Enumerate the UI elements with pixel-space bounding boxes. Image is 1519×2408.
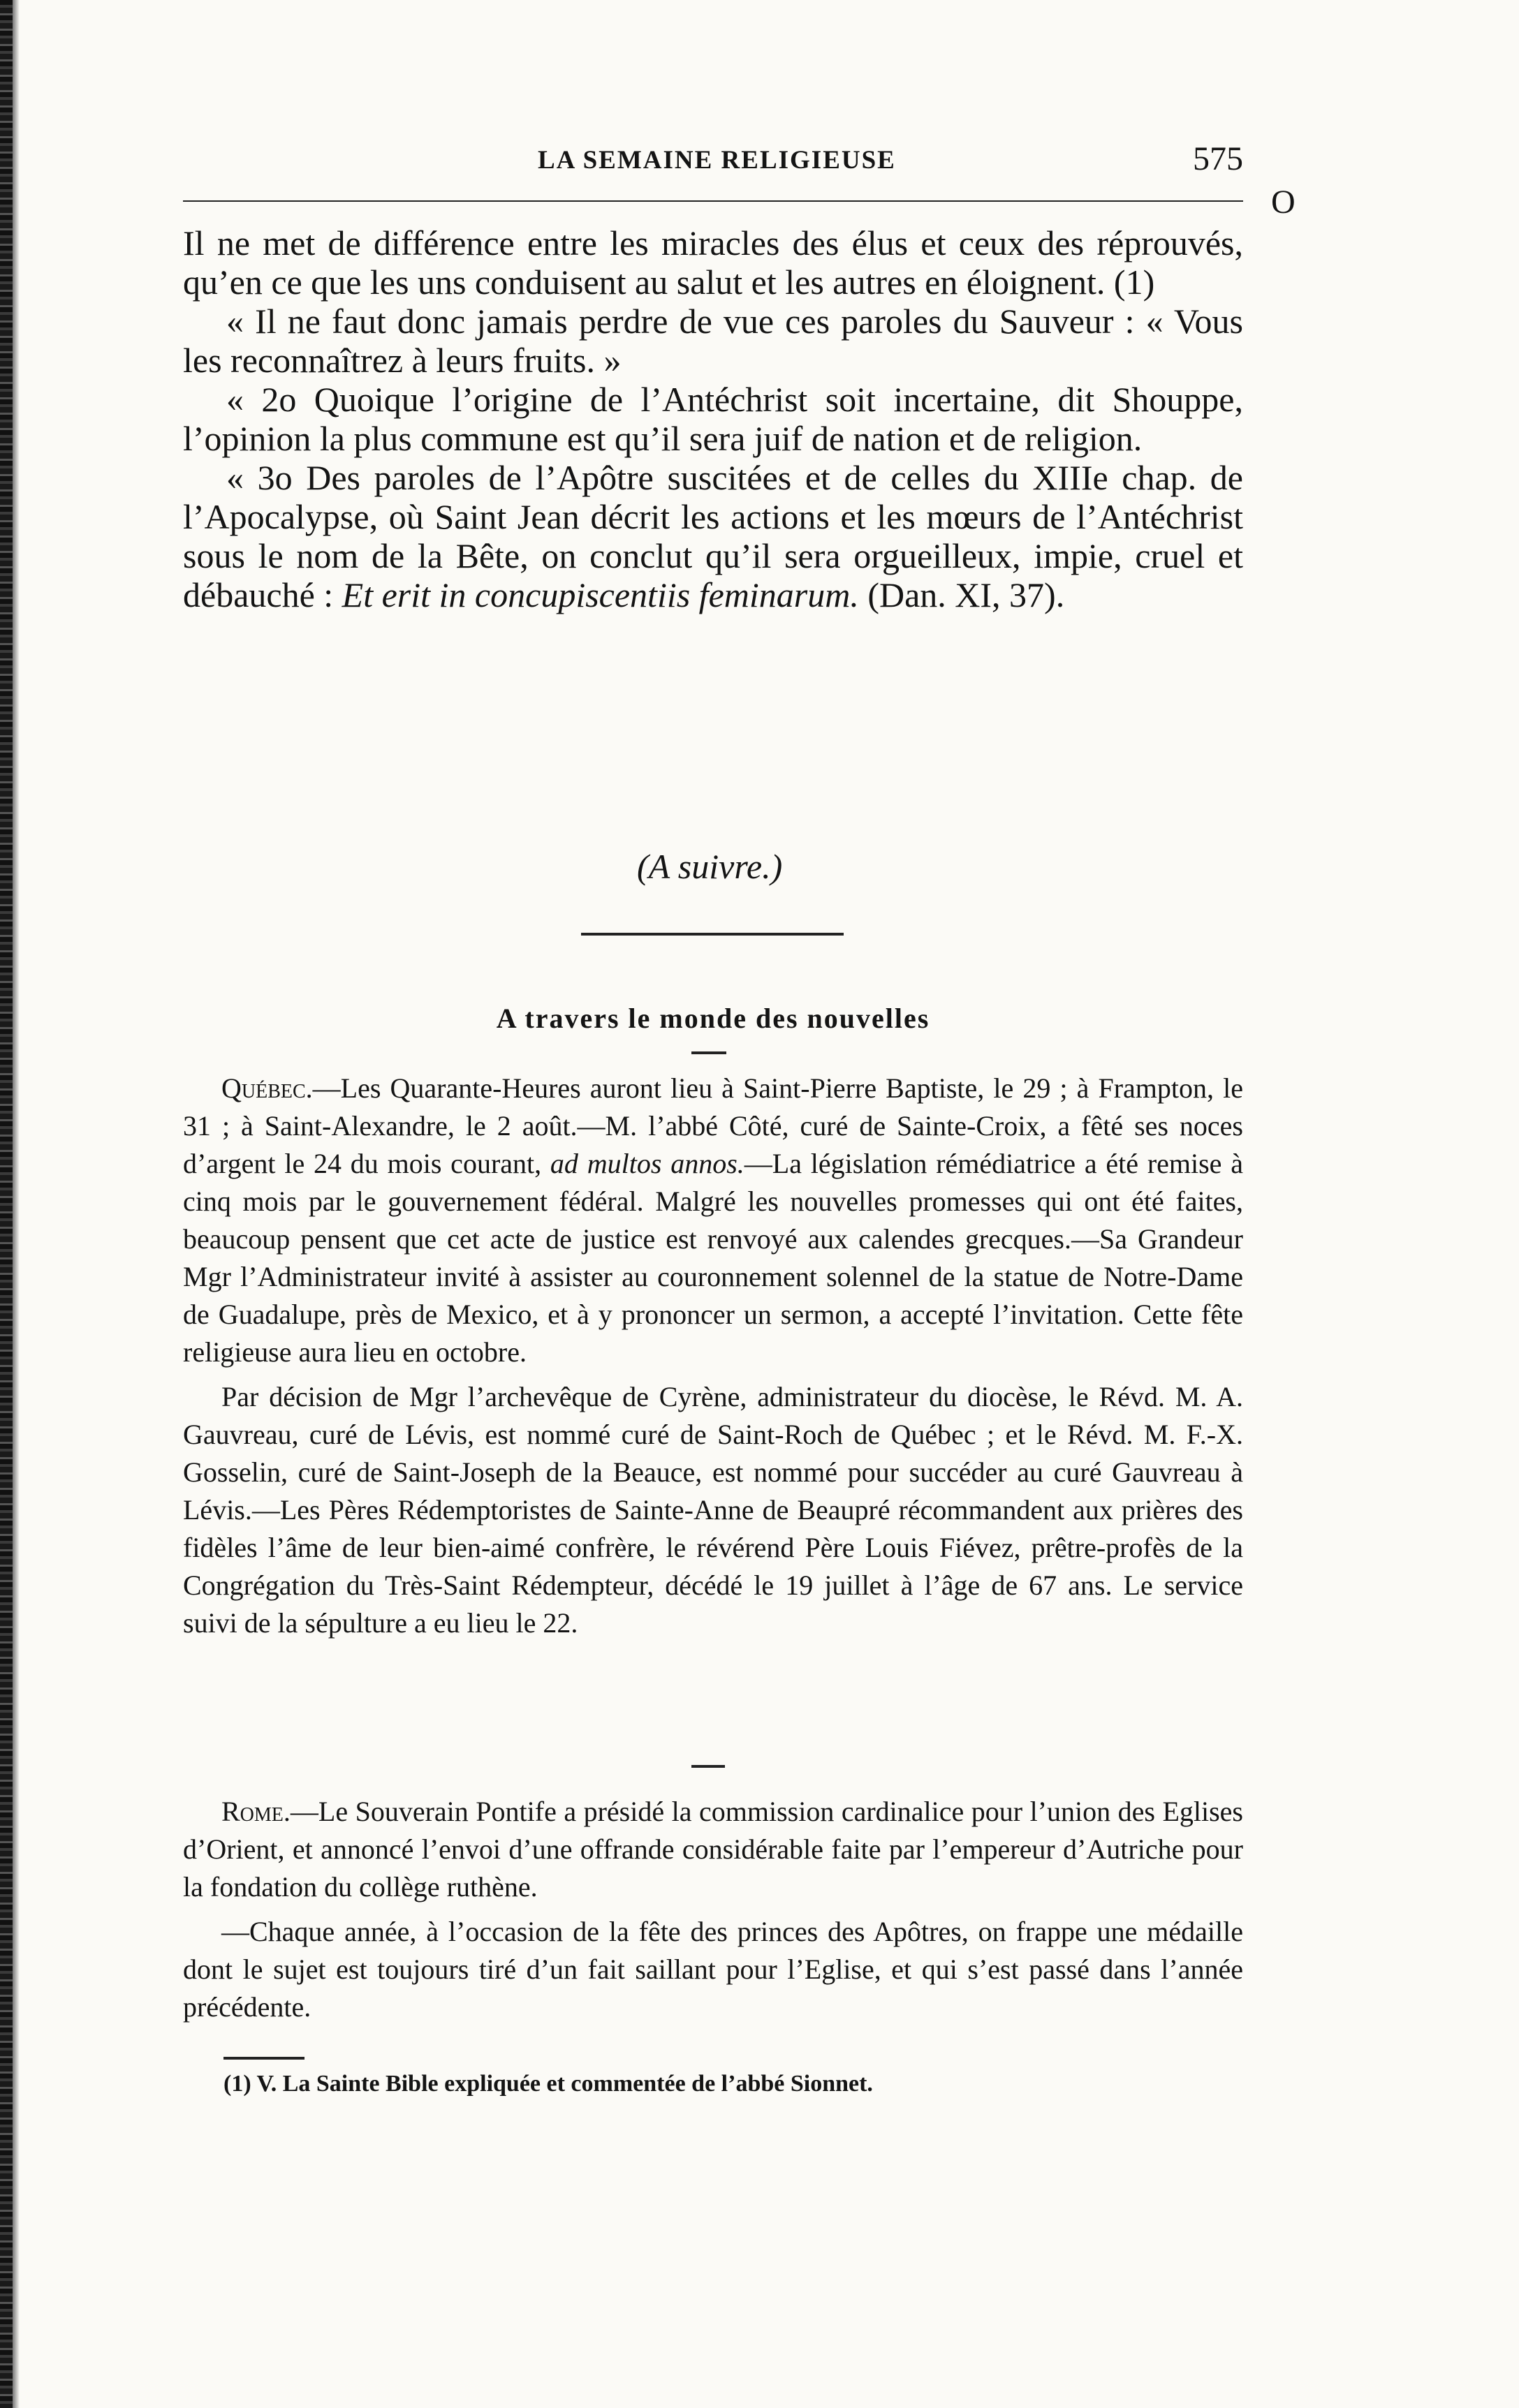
quebec-paragraph-2: Par décision de Mgr l’archevêque de Cyrène, administrateur du diocèse, le Révd. M. A. Gauvreau, curé de Lévis, est nommé curé de Saint-Roch de Québec ; et le Révd. M. F.-X. Gosselin, curé de Saint-Joseph de la Beauce, est nommé pour succéder au curé Gauvreau à Lévis.—Les Pères Rédemptoristes de Sainte-Anne de Beaupré récommandent aux prières des fidèles l’âme de leur bien-aimé confrère, le révérend Père Louis Fiévez, prêtre-profès de la Congrégation du Très-Saint Rédempteur, décédé le 19 juillet à l’âge de 67 ans. Le service suivi de la sépulture a eu lieu le 22. bbox=[183, 1381, 1243, 1639]
rome-paragraph-1 bbox=[183, 1793, 1243, 1906]
news-dash bbox=[691, 1765, 725, 1768]
apocalypse-text: « 3o Des paroles de l’Apôtre suscitées et de celles du XIIIe chap. de l’Apocalypse, où Saint Jean décrit les actions et les mœurs de l’Antéchrist sous le nom de la Bête, on conclut qu’il sera orgueilleux, impie, cruel et débauché : bbox=[183, 458, 1243, 614]
page-number: 575 bbox=[1193, 140, 1243, 177]
paragraph-miracles: Il ne met de différence entre les miracles des élus et ceux des réprouvés, qu’en ce que les uns conduisent au salut et les autres en éloignent. (1) bbox=[183, 223, 1243, 302]
quebec-text-1: —Les Quarante-Heures auront lieu à Saint-Pierre Baptiste, le 29 ; à Frampton, le 31 ; à Saint-Alexandre, le 2 août.—M. l’abbé Côté, curé de Sainte-Croix, a fêté ses noces d’argent le 24 du mois courant, bbox=[183, 1072, 1243, 1179]
latin-quote: Et erit in concupiscentiis feminarum. bbox=[342, 575, 859, 614]
continued-article bbox=[183, 223, 1243, 614]
rome-label: Rome. bbox=[221, 1796, 291, 1827]
section-heading: A travers le monde des nouvelles bbox=[496, 1003, 930, 1034]
quebec-latin: ad multos annos. bbox=[550, 1148, 744, 1179]
journal-title: LA SEMAINE RELIGIEUSE bbox=[538, 146, 896, 175]
paragraph-apocalypse bbox=[183, 458, 1243, 614]
rome-paragraph-2: —Chaque année, à l’occasion de la fête des princes des Apôtres, on frappe une médaille dont le sujet est toujours tiré d’un fait saillant pour l’Eglise, et qui s’est passé dans l’année précédente. bbox=[183, 1916, 1243, 2023]
header-rule bbox=[183, 200, 1243, 202]
footnote: (1) V. La Sainte Bible expliquée et commentée de l’abbé Sionnet. bbox=[223, 2071, 873, 2097]
running-header bbox=[538, 140, 1243, 189]
news-quebec bbox=[183, 1070, 1243, 1642]
paragraph-origine: « 2o Quoique l’origine de l’Antéchrist soit incertaine, dit Shouppe, l’opinion la plus commune est qu’il sera juif de nation et de religion. bbox=[183, 380, 1243, 458]
quebec-text-2: —La législation rémédiatrice a été remise à cinq mois par le gouvernement fédéral. Malgré les nouvelles promesses qui ont été faites, beaucoup pensent que cet acte de justice est renvoyé aux calendes grecques.—Sa Grandeur Mgr l’Administrateur invité à assister au couronnement solennel de la statue de Notre-Dame de Guadalupe, près de Mexico, et à y prononcer un sermon, a accepté l’invitation. Cette fête religieuse aura lieu en octobre. bbox=[183, 1148, 1243, 1368]
rome-text-1: —Le Souverain Pontife a présidé la commission cardinalice pour l’union des Eglises d’Orient, et annoncé l’envoi d’une offrande considérable faite par l’empereur d’Autriche pour la fondation du collège ruthène. bbox=[183, 1796, 1243, 1903]
quebec-paragraph-1 bbox=[183, 1070, 1243, 1371]
quebec-label: Québec. bbox=[221, 1072, 313, 1104]
scan-binding-edge bbox=[0, 0, 13, 2408]
footnote-rule bbox=[223, 2057, 304, 2060]
scripture-reference: (Dan. XI, 37). bbox=[867, 575, 1065, 614]
a-suivre: (A suivre.) bbox=[637, 847, 783, 886]
paragraph-sauveur: « Il ne faut donc jamais perdre de vue ces paroles du Sauveur : « Vous les reconnaîtrez à leurs fruits. » bbox=[183, 302, 1243, 380]
margin-mark: O bbox=[1271, 184, 1296, 221]
heading-dash bbox=[691, 1051, 726, 1054]
section-separator bbox=[581, 933, 844, 936]
news-rome bbox=[183, 1793, 1243, 2026]
scan-binding-shadow bbox=[13, 0, 20, 2408]
